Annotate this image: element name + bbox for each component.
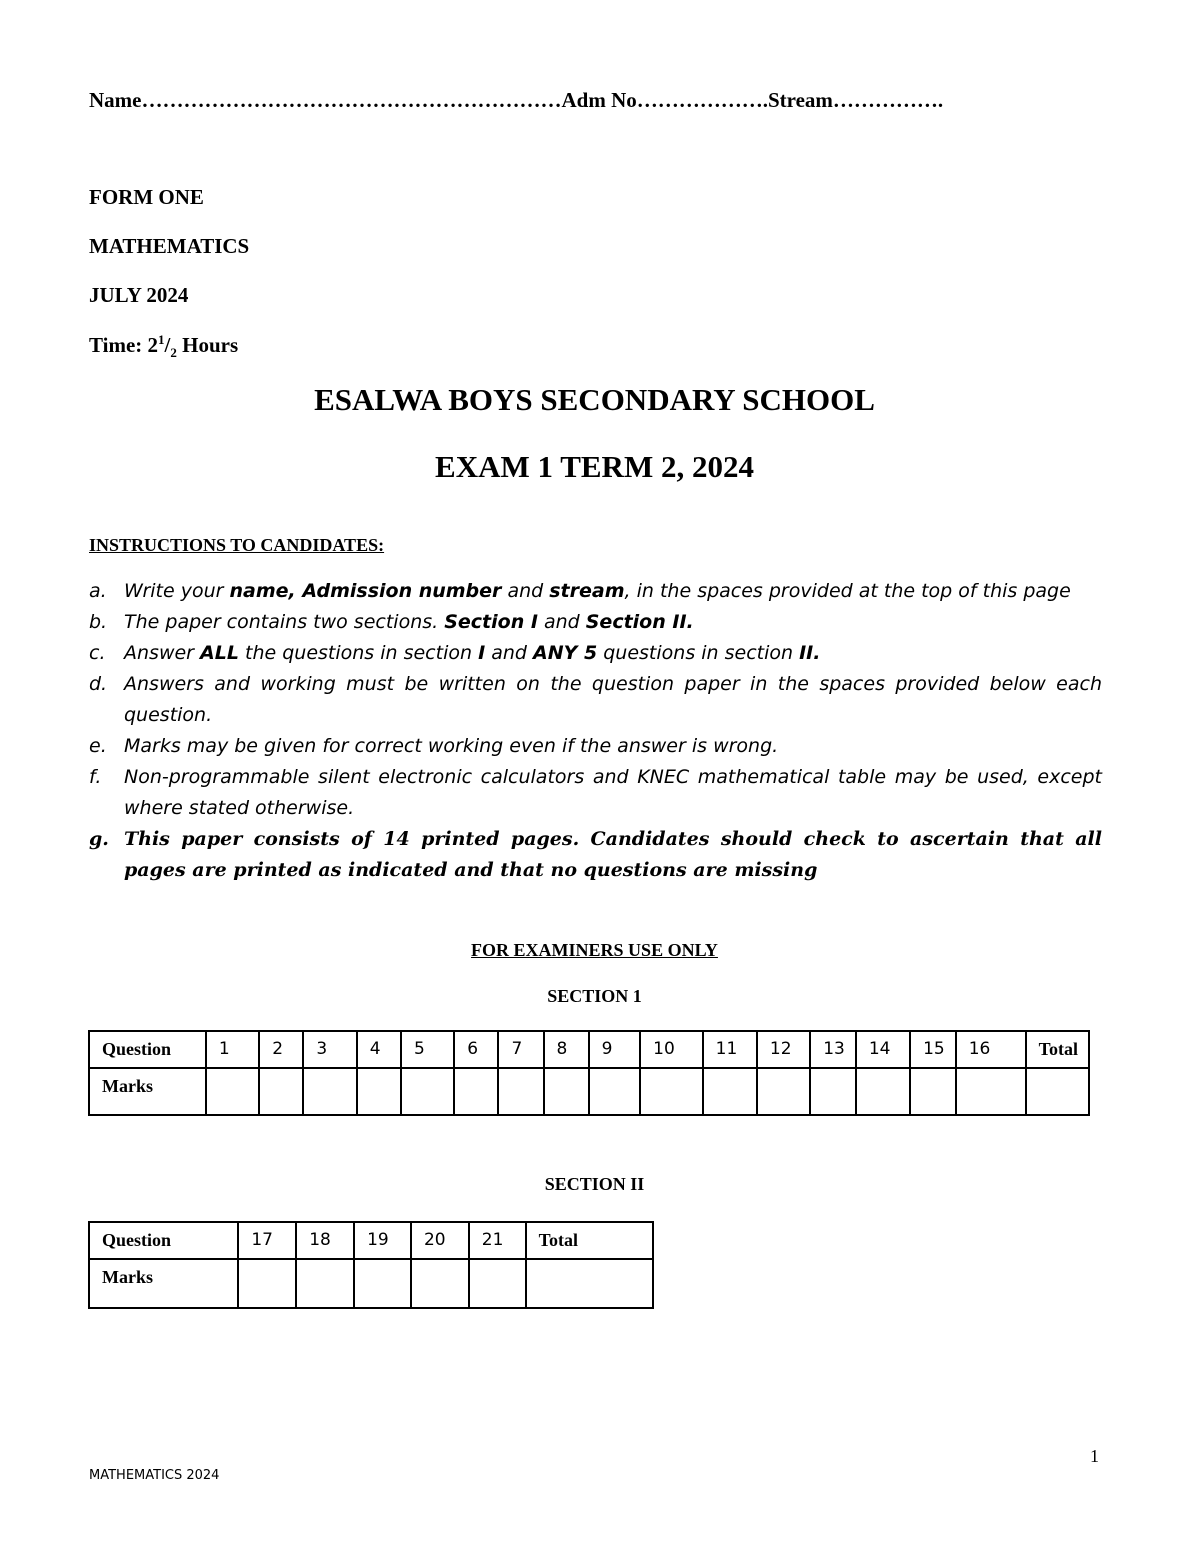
time-label: [89, 332, 238, 361]
marks-cell: [357, 1068, 401, 1115]
instruction-text: , in the spaces provided at the top of this page: [624, 580, 1071, 602]
instruction-bold: Section I: [444, 611, 538, 633]
question-number-cell: 7: [498, 1031, 543, 1068]
marks-cell: [910, 1068, 956, 1115]
instruction-item: [89, 762, 1102, 824]
section1-marks-row: [89, 1068, 1089, 1115]
instruction-marker: d.: [89, 673, 108, 695]
instruction-text: Answers and working must be written on the question paper in the spaces provided below each question.: [124, 673, 1102, 726]
instruction-item: [89, 638, 1102, 669]
marks-cell: [544, 1068, 589, 1115]
question-number-cell: 11: [703, 1031, 757, 1068]
instruction-bold: name, Admission number: [229, 580, 502, 602]
time-sub: 2: [170, 345, 177, 361]
instruction-text: and: [485, 642, 533, 664]
instructions-list: [89, 576, 1102, 886]
instruction-bold: stream: [549, 580, 625, 602]
marks-cell: [956, 1068, 1026, 1115]
marks-cell: [259, 1068, 303, 1115]
question-number-cell: 9: [589, 1031, 641, 1068]
instruction-bold: II.: [799, 642, 821, 664]
instruction-text: Answer: [124, 642, 201, 664]
time-suffix: Hours: [176, 333, 239, 357]
subject-label: MATHEMATICS: [89, 234, 250, 258]
instruction-marker: e.: [89, 735, 107, 757]
question-number-cell: 21: [469, 1222, 526, 1259]
marks-cell: [401, 1068, 454, 1115]
question-number-cell: 4: [357, 1031, 401, 1068]
instruction-item: [89, 576, 1102, 607]
question-number-cell: 15: [910, 1031, 956, 1068]
instruction-bold: ANY 5: [532, 642, 598, 664]
marks-cell: [498, 1068, 543, 1115]
total-marks-cell: [1026, 1068, 1089, 1115]
question-number-cell: 13: [810, 1031, 856, 1068]
marks-cell: [206, 1068, 259, 1115]
footer-text: MATHEMATICS 2024: [89, 1468, 220, 1483]
question-number-cell: 5: [401, 1031, 454, 1068]
total-header-cell: Total: [1026, 1031, 1089, 1068]
time-slash: /: [164, 333, 171, 357]
total-header-cell: Total: [526, 1222, 653, 1259]
question-number-cell: 19: [354, 1222, 411, 1259]
instruction-text: This paper consists of 14 printed pages. Candidates should check to ascertain that all pages are printed as indicated and that no questions are missing: [124, 828, 1102, 881]
marks-cell: [296, 1259, 354, 1308]
marks-cell: [454, 1068, 498, 1115]
marks-cell: [354, 1259, 411, 1308]
page-number: 1: [1090, 1446, 1099, 1466]
instruction-text: and: [501, 580, 550, 602]
instruction-item: [89, 731, 1102, 762]
instruction-text: and: [537, 611, 586, 633]
table-row-label: Marks: [89, 1068, 206, 1115]
question-number-cell: 14: [856, 1031, 910, 1068]
marks-cell: [238, 1259, 296, 1308]
instruction-text: the questions in section: [238, 642, 479, 664]
examiners-title: FOR EXAMINERS USE ONLY: [471, 940, 718, 960]
instruction-text: The paper contains two sections.: [124, 611, 445, 633]
section1-marks-table: [88, 1030, 1090, 1116]
question-number-cell: 12: [757, 1031, 810, 1068]
instruction-text: Marks may be given for correct working even if the answer is wrong.: [124, 735, 779, 757]
instruction-bold: ALL: [200, 642, 239, 664]
marks-cell: [411, 1259, 469, 1308]
total-marks-cell: [526, 1259, 653, 1308]
section2-title: SECTION II: [544, 1174, 645, 1194]
question-number-cell: 6: [454, 1031, 498, 1068]
date-label: JULY 2024: [89, 283, 189, 307]
section1-title: SECTION 1: [547, 986, 642, 1006]
marks-cell: [810, 1068, 856, 1115]
marks-cell: [640, 1068, 703, 1115]
section1-question-row: [89, 1031, 1089, 1068]
question-number-cell: 16: [956, 1031, 1026, 1068]
instruction-item: [89, 607, 1102, 638]
instruction-text: Write your: [124, 580, 230, 602]
question-number-cell: 1: [206, 1031, 259, 1068]
time-prefix: Time: 2: [89, 333, 159, 357]
instructions-title: INSTRUCTIONS TO CANDIDATES:: [89, 535, 385, 555]
instruction-marker: a.: [89, 580, 107, 602]
instruction-item: [89, 669, 1102, 731]
instruction-text: questions in section: [597, 642, 800, 664]
instruction-marker: g.: [89, 828, 109, 850]
exam-title: EXAM 1 TERM 2, 2024: [435, 449, 754, 484]
name-adm-stream-line: Name……………………………………………………Adm No……………….Stream…………….: [89, 88, 944, 112]
school-name: ESALWA BOYS SECONDARY SCHOOL: [314, 382, 875, 417]
marks-cell: [303, 1068, 356, 1115]
instruction-bold: I: [478, 642, 486, 664]
form-label: FORM ONE: [89, 185, 204, 209]
question-number-cell: 2: [259, 1031, 303, 1068]
instruction-item: [89, 824, 1102, 886]
marks-cell: [589, 1068, 641, 1115]
table-row-label: Marks: [89, 1259, 238, 1308]
question-number-cell: 10: [640, 1031, 703, 1068]
section2-marks-table: [88, 1221, 654, 1309]
instruction-marker: f.: [89, 766, 102, 788]
section2-marks-row: [89, 1259, 653, 1308]
instruction-marker: c.: [89, 642, 106, 664]
table-row-label: Question: [89, 1222, 238, 1259]
marks-cell: [703, 1068, 757, 1115]
section2-question-row: [89, 1222, 653, 1259]
instruction-marker: b.: [89, 611, 108, 633]
question-number-cell: 8: [544, 1031, 589, 1068]
question-number-cell: 17: [238, 1222, 296, 1259]
instruction-bold: Section II.: [585, 611, 694, 633]
question-number-cell: 20: [411, 1222, 469, 1259]
instruction-text: Non-programmable silent electronic calculators and KNEC mathematical table may be used, except where stated otherwise.: [124, 766, 1102, 819]
marks-cell: [757, 1068, 810, 1115]
table-row-label: Question: [89, 1031, 206, 1068]
marks-cell: [856, 1068, 910, 1115]
question-number-cell: 18: [296, 1222, 354, 1259]
question-number-cell: 3: [303, 1031, 356, 1068]
time-sup: 1: [158, 332, 165, 347]
marks-cell: [469, 1259, 526, 1308]
